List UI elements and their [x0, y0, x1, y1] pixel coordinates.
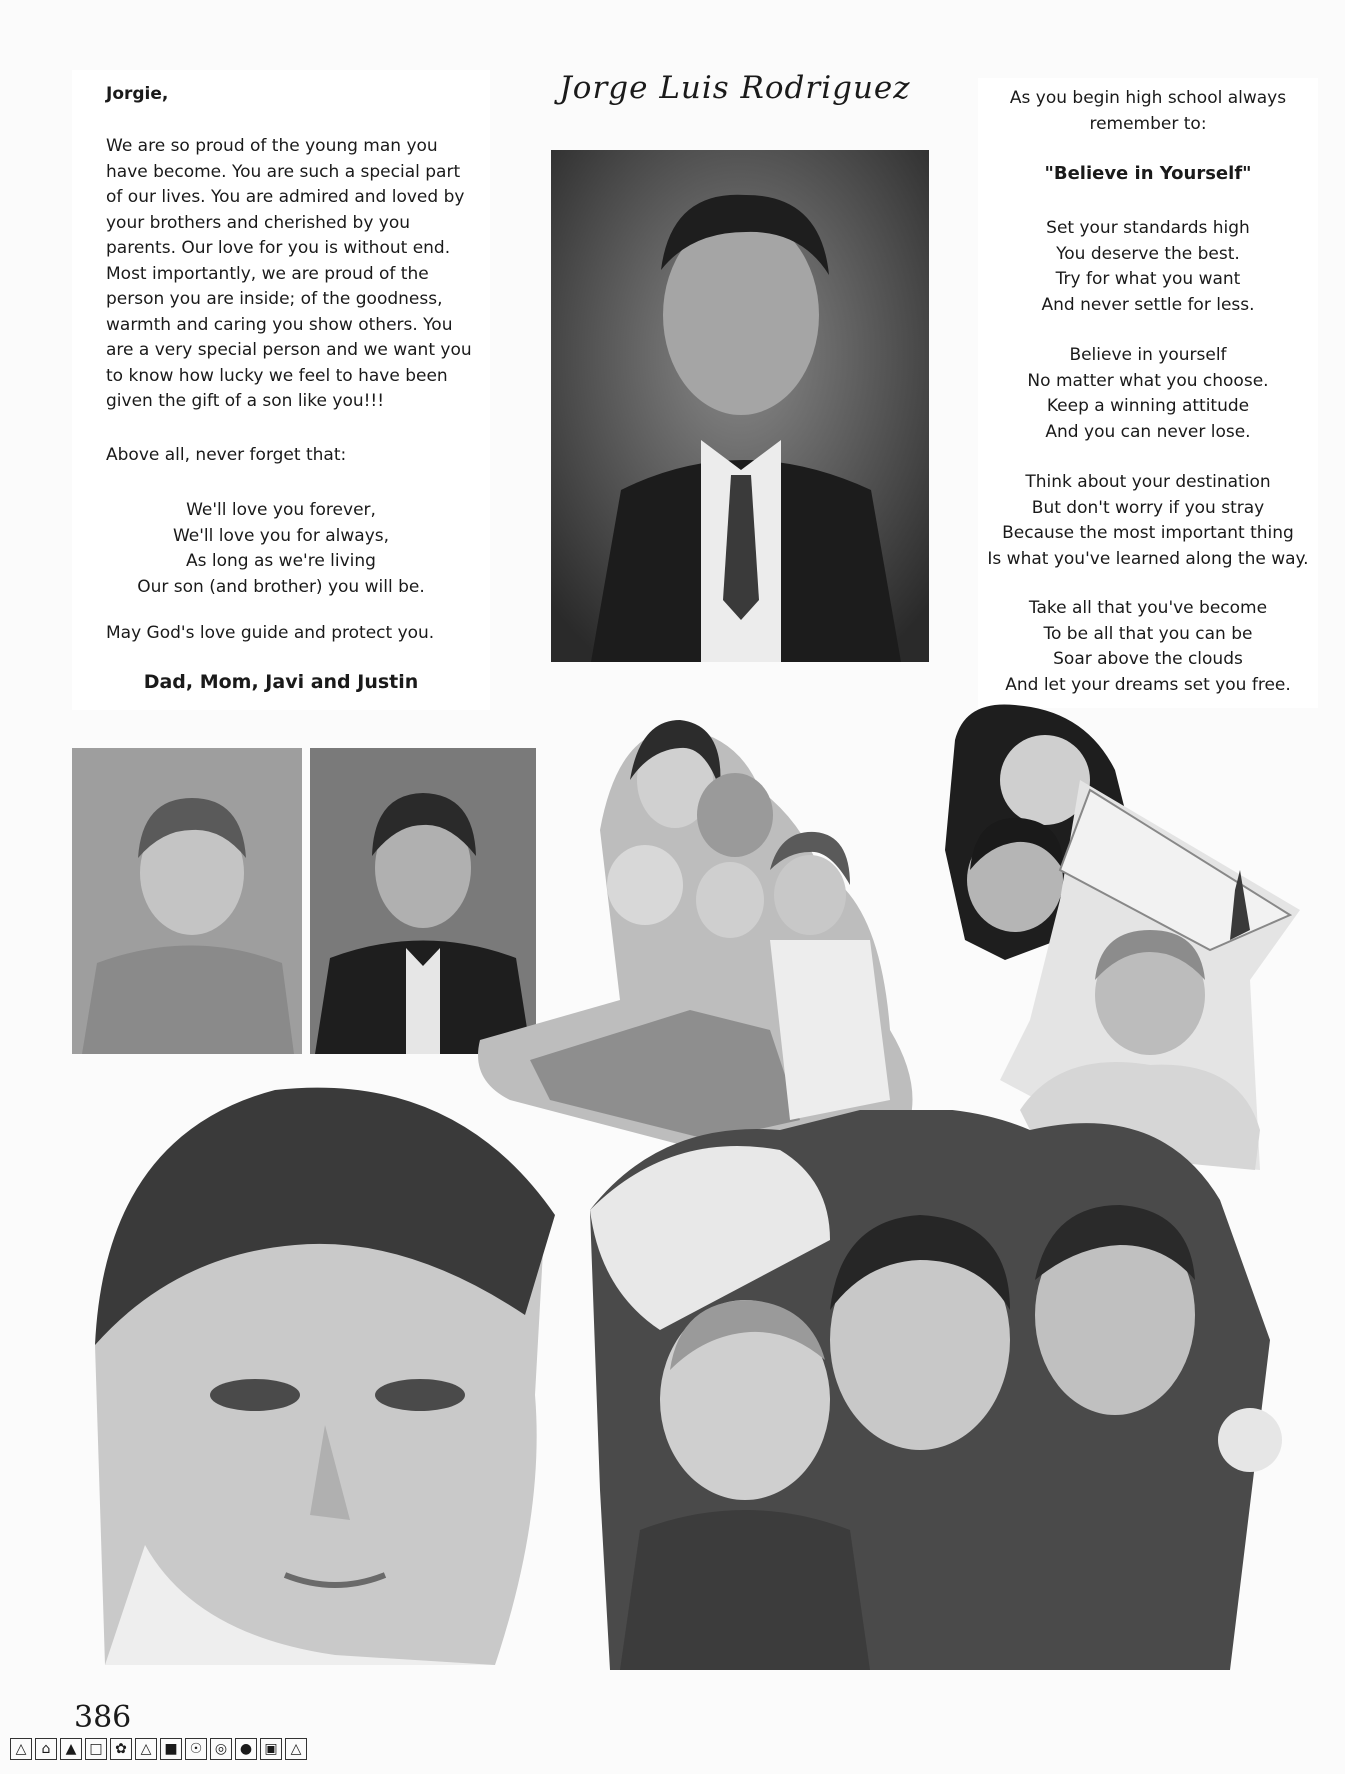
poem-stanza [978, 470, 1318, 572]
poem-stanza [978, 596, 1318, 698]
letter-body: We are so proud of the young man you have become. You are such a special part of our lives. You are admired and loved by your brothers and cherished by you parents. Our love for you is without end. Most importantly, we are proud of the person you are inside; of the goodness, warmth and caring you show others. You are a very special person and we want you to know how lucky we feel to have been given the gift of a son like you!!! [106, 136, 472, 411]
poem-intro-line: remember to: [1089, 113, 1207, 134]
verse-line: As long as we're living [186, 551, 376, 571]
bandana-boy-photo [75, 1065, 565, 1665]
poem-line: You deserve the best. [1056, 243, 1240, 264]
poem-line: And let your dreams set you free. [1005, 674, 1291, 695]
footer-icon-strip [10, 1738, 307, 1760]
poem-line: No matter what you choose. [1027, 370, 1269, 391]
poem-line: Try for what you want [1055, 269, 1241, 289]
warning-icon: △ [135, 1738, 157, 1760]
poem-intro-line: As you begin high school always [1009, 88, 1287, 108]
verse-line: We'll love you for always, [172, 525, 390, 546]
poem-line: Think about your destination [1025, 472, 1271, 492]
parking-icon: ■ [160, 1738, 182, 1760]
page-title: Jorge Luis Rodriguez [559, 70, 911, 106]
bus-icon: □ [85, 1738, 107, 1760]
poem-stanza [978, 343, 1318, 445]
poem-intro [978, 86, 1318, 137]
tent-icon: ▲ [60, 1738, 82, 1760]
poem-line: Is what you've learned along the way. [987, 548, 1309, 569]
poem-line: And never settle for less. [1041, 294, 1255, 315]
poem-line: Soar above the clouds [1053, 649, 1243, 669]
poem-line: To be all that you can be [1043, 623, 1253, 644]
camera-icon: ◎ [210, 1738, 232, 1760]
shower-icon: ☉ [185, 1738, 207, 1760]
letter-verse [72, 498, 490, 600]
calendar-icon: ▣ [260, 1738, 282, 1760]
poem-stanza [978, 216, 1318, 318]
triangle-icon: △ [285, 1738, 307, 1760]
letter-prayer: May God's love guide and protect you. [106, 623, 435, 643]
letter-greeting: Jorgie, [106, 84, 169, 104]
letter-above-all: Above all, never forget that: [106, 445, 347, 465]
poem-motto: "Believe in Yourself" [1044, 163, 1252, 184]
poem-line: Take all that you've become [1028, 598, 1268, 618]
poem-line: Keep a winning attitude [1046, 396, 1250, 416]
page-number: 386 [74, 1700, 132, 1735]
poem-line: And you can never lose. [1045, 421, 1251, 442]
poem-block [978, 78, 1318, 708]
stroller-icon: △ [10, 1738, 32, 1760]
christmas-brothers-photo [580, 1110, 1295, 1670]
parents-letter [72, 70, 490, 710]
letter-signature: Dad, Mom, Javi and Justin [143, 671, 419, 693]
poem-line: Set your standards high [1046, 218, 1250, 238]
verse-line: Our son (and brother) you will be. [137, 576, 425, 597]
childhood-portrait-photo [72, 748, 302, 1054]
poem-line: Believe in yourself [1069, 345, 1227, 365]
school-icon: ⌂ [35, 1738, 57, 1760]
flower-icon: ✿ [110, 1738, 132, 1760]
verse-line: We'll love you forever, [186, 500, 376, 520]
poem-line: Because the most important thing [1002, 523, 1294, 543]
person-icon: ● [235, 1738, 257, 1760]
poem-line: But don't worry if you stray [1031, 497, 1265, 518]
portrait-photo [551, 150, 929, 662]
